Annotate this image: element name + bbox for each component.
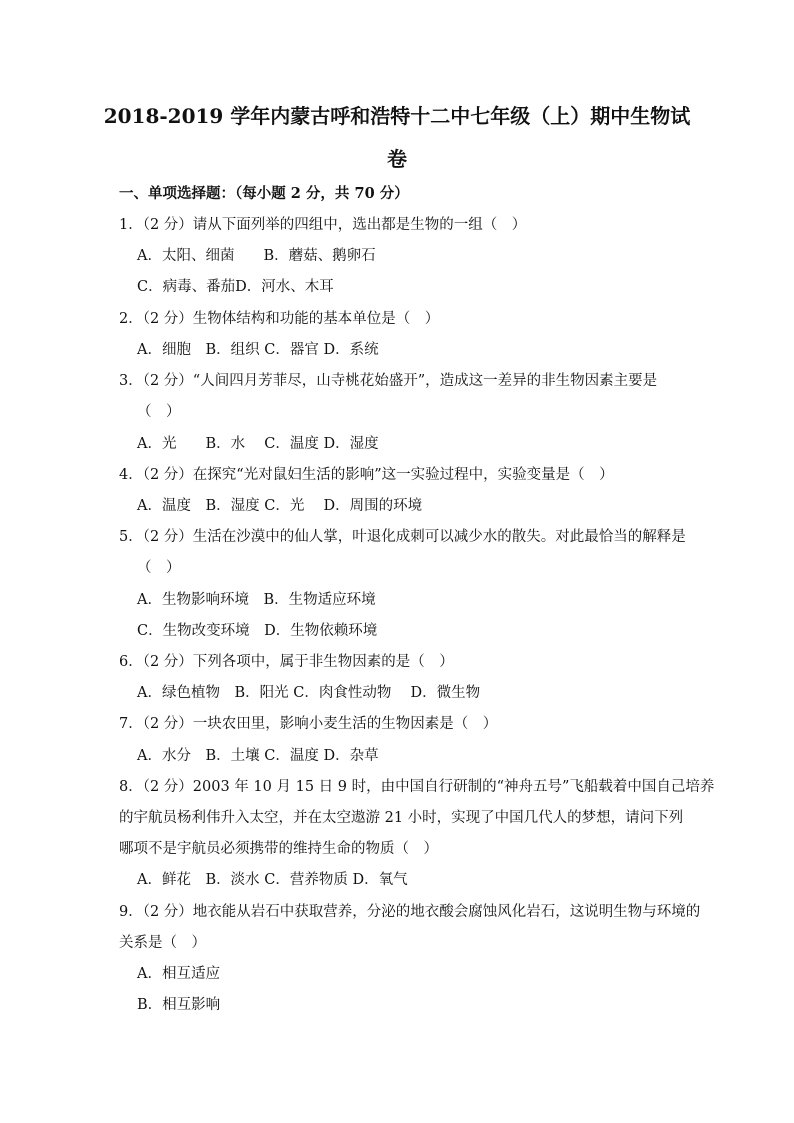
question-3: 3．（2 分）“人间四月芳菲尽，山寺桃花始盛开”，造成这一差异的非生物因素主要是: [119, 373, 658, 389]
question-2: 2．（2 分）生物体结构和功能的基本单位是（ ）: [119, 311, 440, 327]
question-3-continuation: （ ）: [137, 404, 181, 420]
question-1: 1．（2 分）请从下面列举的四组中，选出都是生物的一组（ ）: [119, 217, 527, 233]
question-5: 5．（2 分）生活在沙漠中的仙人掌，叶退化成刺可以减少水的散失。对此最恰当的解释是: [119, 529, 686, 545]
question-5-options-2: C．生物改变环境 D．生物依赖环境: [137, 623, 378, 639]
question-4: 4．（2 分）在探究“光对鼠妇生活的影响”这一实验过程中，实验变量是（ ）: [119, 467, 614, 483]
question-7-options-1: A．水分 B．土壤 C．温度 D．杂草: [137, 748, 379, 764]
question-9-continuation: 关系是（ ）: [119, 935, 206, 951]
question-8: 8．（2 分）2003 年 10 月 15 日 9 时，由中国自行研制的“神舟五号”飞船载着中国自己培养: [119, 779, 715, 795]
page-title-line-2: 卷: [387, 147, 407, 171]
question-3-options-1: A．光 B．水 C．温度 D．湿度: [137, 436, 379, 452]
question-9-options-2: B．相互影响: [137, 997, 221, 1013]
question-8-continuation-1: 的宇航员杨利伟升入太空，并在太空遨游 21 小时，实现了中国几代人的梦想，请问下列: [119, 810, 684, 826]
question-4-options-1: A．温度 B．湿度 C．光 D．周围的环境: [137, 498, 423, 514]
question-5-continuation: （ ）: [137, 560, 181, 576]
question-6: 6．（2 分）下列各项中，属于非生物因素的是（ ）: [119, 654, 454, 670]
question-1-options-2: C．病毒、番茄D．河水、木耳: [137, 279, 334, 295]
question-8-options-1: A．鲜花 B．淡水 C．营养物质 D．氧气: [137, 872, 408, 888]
question-5-options-1: A．生物影响环境 B．生物适应环境: [137, 592, 376, 608]
question-6-options-1: A．绿色植物 B．阳光 C．肉食性动物 D．微生物: [137, 685, 481, 701]
question-9: 9．（2 分）地衣能从岩石中获取营养，分泌的地衣酸会腐蚀风化岩石，这说明生物与环境的: [119, 904, 701, 920]
question-9-options-1: A．相互适应: [137, 966, 220, 982]
question-8-continuation-2: 哪项不是宇航员必须携带的维持生命的物质（ ）: [119, 841, 438, 857]
section-heading: 一、单项选择题：（每小题 2 分，共 70 分）: [119, 185, 409, 202]
question-1-options-1: A．太阳、细菌 B．蘑菇、鹅卵石: [137, 248, 376, 264]
question-2-options-1: A．细胞 B．组织 C．器官 D．系统: [137, 342, 379, 358]
page-title-line-1: 2018-2019 学年内蒙古呼和浩特十二中七年级（上）期中生物试: [103, 104, 691, 128]
question-7: 7．（2 分）一块农田里，影响小麦生活的生物因素是（ ）: [119, 716, 498, 732]
